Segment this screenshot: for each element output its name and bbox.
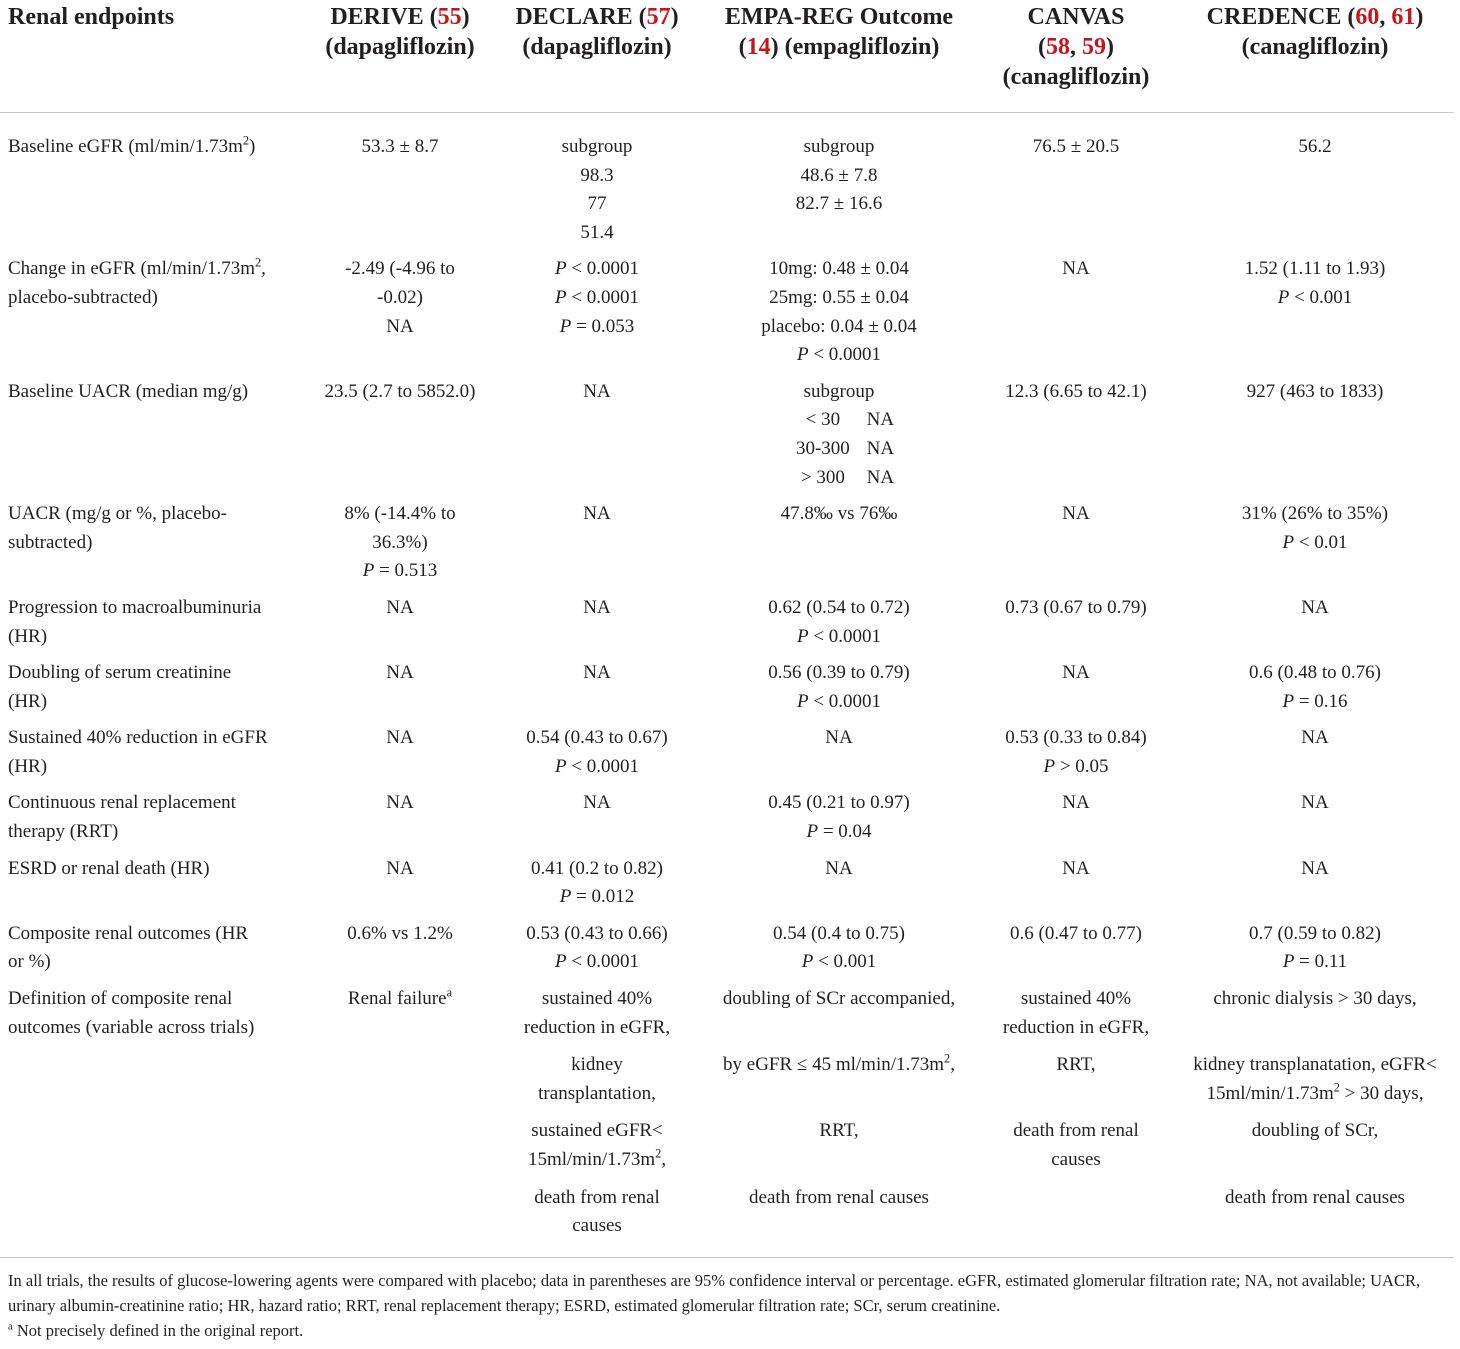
footnote-text: In all trials, the results of glucose-lowering agents were compared with placebo; data in parentheses are 95% confidence interval or percentage. eGFR, estimated glomerular filtration rate; NA, not available; UACR, urinary albumin-creatinine ratio; HR, hazard ratio; RRT, renal replacement therapy; ESRD, estimated glomerular filtration rate; SCr, serum creatinine. (8, 1271, 1421, 1315)
row-label: Baseline UACR (median mg/g) (8, 380, 249, 402)
cell-derive: NA (386, 596, 414, 618)
uacr-subgroup-list: < 30 NA 30-300 NA > 300 NA (795, 409, 895, 488)
cell-declare: 0.41 (0.2 to 0.82) P = 0.012 (531, 857, 663, 908)
cell-canvas: NA (1062, 258, 1090, 280)
row-definition (0, 985, 1454, 1249)
row-doubling-creatinine (0, 659, 1454, 724)
cell-canvas: 12.3 (6.65 to 42.1) (1005, 380, 1147, 402)
cell-declare: P < 0.0001 P < 0.0001 P = 0.053 (554, 258, 640, 337)
cell-credence: 56.2 (1298, 136, 1332, 157)
cell-declare: NA (583, 596, 611, 618)
ref-link-61[interactable]: 61 (1391, 4, 1416, 30)
row-label: Composite renal outcomes (HR or %) (8, 922, 249, 973)
cell-derive: NA (386, 857, 414, 879)
ref-link-58[interactable]: 58 (1046, 34, 1070, 60)
ref-link-59[interactable]: 59 (1082, 34, 1106, 60)
cell-declare: 0.53 (0.43 to 0.66) P < 0.0001 (526, 922, 668, 973)
row-label: Baseline eGFR $(ml/\min/1.73m^2)$ (8, 133, 256, 157)
cell-credence: 0.7 (0.59 to 0.82) P = 0.11 (1249, 922, 1381, 973)
ref-link-60[interactable]: 60 (1355, 4, 1380, 30)
cell-empa: 0.56 (0.39 to 0.79) P < 0.0001 (768, 662, 910, 712)
header-row (0, 0, 1454, 113)
row-label: Change in eGFR ($ml/\min/1.73m^2$, placebo-subtracted) (8, 256, 266, 308)
row-change-egfr (0, 255, 1454, 377)
header-empa-reg: EMPA-REG Outcome (14) (empagliflozin) (702, 0, 976, 113)
header-derive: DERIVE (55) (dapagliflozin) (308, 0, 492, 113)
row-baseline-uacr (0, 378, 1454, 500)
cell-canvas: 76.5 ± 20.5 (1032, 136, 1120, 157)
cell-empa: 47.8‰ vs 76‰ (780, 503, 898, 525)
cell-declare: NA (583, 503, 611, 525)
cell-canvas: NA (1062, 857, 1090, 879)
row-rrt (0, 789, 1454, 854)
row-uacr (0, 500, 1454, 594)
cell-canvas: 0.73 (0.67 to 0.79) (1005, 596, 1147, 618)
header-canvas: CANVAS (58, 59) (canagliflozin) (976, 0, 1176, 113)
ref-link-57[interactable]: 57 (646, 4, 671, 30)
cell-declare: sustained 40% reduction in eGFR, kidney transplantation, sustained eGFR< $15ml/\min/1.73m^2$, death from renal causes (523, 988, 671, 1237)
cell-derive: 8% (-14.4% to 36.3%) P = 0.513 (344, 503, 456, 582)
cell-credence: 927 (463 to 1833) (1246, 380, 1384, 402)
table-footnote (0, 1257, 1454, 1343)
cell-derive: NA (386, 662, 414, 684)
cell-declare: 0.54 (0.43 to 0.67) P < 0.0001 (526, 727, 668, 777)
header-declare: DECLARE (57) (dapagliflozin) (492, 0, 702, 113)
cell-declare: NA (583, 380, 611, 402)
cell-derive: Renal failure$^a$ (347, 985, 453, 1010)
cell-canvas: NA (1062, 503, 1090, 525)
cell-canvas: sustained 40% reduction in eGFR, RRT, death from renal causes (1002, 988, 1150, 1170)
cell-declare: NA (583, 662, 611, 684)
ref-link-14[interactable]: 14 (746, 34, 771, 60)
row-label: Continuous renal replacement therapy (RRT) (8, 792, 236, 843)
cell-empa: subgroup 48.6 ± 7.8 82.7 ± 16.6 (795, 136, 883, 215)
row-sustained-40 (0, 724, 1454, 789)
cell-empa: NA (825, 727, 853, 749)
ref-link-55[interactable]: 55 (437, 4, 462, 30)
cell-empa: doubling of SCr accompanied, by eGFR ≤ 45 $ml/\min/1.73m^2$, RRT, death from renal causes (722, 988, 956, 1208)
cell-canvas: 0.6 (0.47 to 0.77) (1010, 922, 1142, 944)
row-label: UACR (mg/g or %, placebo- subtracted) (8, 503, 227, 553)
row-label: ESRD or renal death (HR) (8, 857, 210, 879)
cell-empa: 0.45 (0.21 to 0.97) P = 0.04 (768, 792, 910, 843)
cell-derive: NA (386, 792, 414, 814)
cell-credence: 0.6 (0.48 to 0.76) P = 0.16 (1249, 662, 1381, 712)
cell-credence: 31% (26% to 35%) P < 0.01 (1241, 503, 1389, 553)
cell-derive: 0.6% vs 1.2% (347, 922, 453, 944)
cell-canvas: NA (1062, 662, 1090, 684)
cell-empa: 10mg: 0.48 ± 0.04 25mg: 0.55 ± 0.04 placebo: 0.04 ± 0.04 P < 0.0001 (761, 258, 917, 366)
row-composite (0, 920, 1454, 985)
cell-derive: 23.5 (2.7 to 5852.0) (324, 380, 476, 402)
header-renal-endpoints: Renal endpoints (0, 0, 308, 113)
row-label: Sustained 40% reduction in eGFR (HR) (8, 727, 268, 777)
cell-derive: NA (386, 727, 414, 749)
row-baseline-egfr (0, 113, 1454, 256)
row-label: Progression to macroalbuminuria (HR) (8, 596, 262, 647)
cell-empa: 0.62 (0.54 to 0.72) P < 0.0001 (768, 596, 910, 647)
row-label: Definition of composite renal outcomes (variable across trials) (8, 988, 255, 1038)
cell-derive: -2.49 (-4.96 to -0.02) NA (345, 258, 455, 337)
cell-empa: subgroup < 30 NA 30-300 NA > 300 NA (702, 378, 976, 500)
cell-empa: 0.54 (0.4 to 0.75) P < 0.001 (773, 922, 905, 973)
cell-canvas: NA (1062, 792, 1090, 814)
cell-credence: NA (1301, 857, 1329, 879)
row-macroalbuminuria (0, 594, 1454, 659)
cell-derive: 53.3 ± 8.7 (361, 136, 439, 157)
footnote-note: $^a$ Not precisely defined in the original report. (8, 1320, 304, 1340)
cell-empa: NA (825, 857, 853, 879)
cell-canvas: 0.53 (0.33 to 0.84) P > 0.05 (1005, 727, 1147, 777)
cell-credence: NA (1301, 596, 1329, 618)
cell-declare: subgroup 98.3 77 51.4 (561, 136, 633, 243)
cell-credence: chronic dialysis > 30 days, kidney transplanatation, eGFR< $15ml/\min/1.73m^2 > 30$ days, doubling of SCr, death from renal causes (1193, 988, 1437, 1208)
row-label: Doubling of serum creatinine (HR) (8, 662, 232, 712)
cell-credence: NA (1301, 727, 1329, 749)
cell-credence: 1.52 (1.11 to 1.93) P < 0.001 (1244, 258, 1386, 308)
row-esrd (0, 855, 1454, 920)
footnote-marker: a (446, 985, 453, 1000)
header-credence: CREDENCE (60, 61) (canagliflozin) (1176, 0, 1454, 113)
cell-credence: NA (1301, 792, 1329, 814)
cell-declare: NA (583, 792, 611, 814)
